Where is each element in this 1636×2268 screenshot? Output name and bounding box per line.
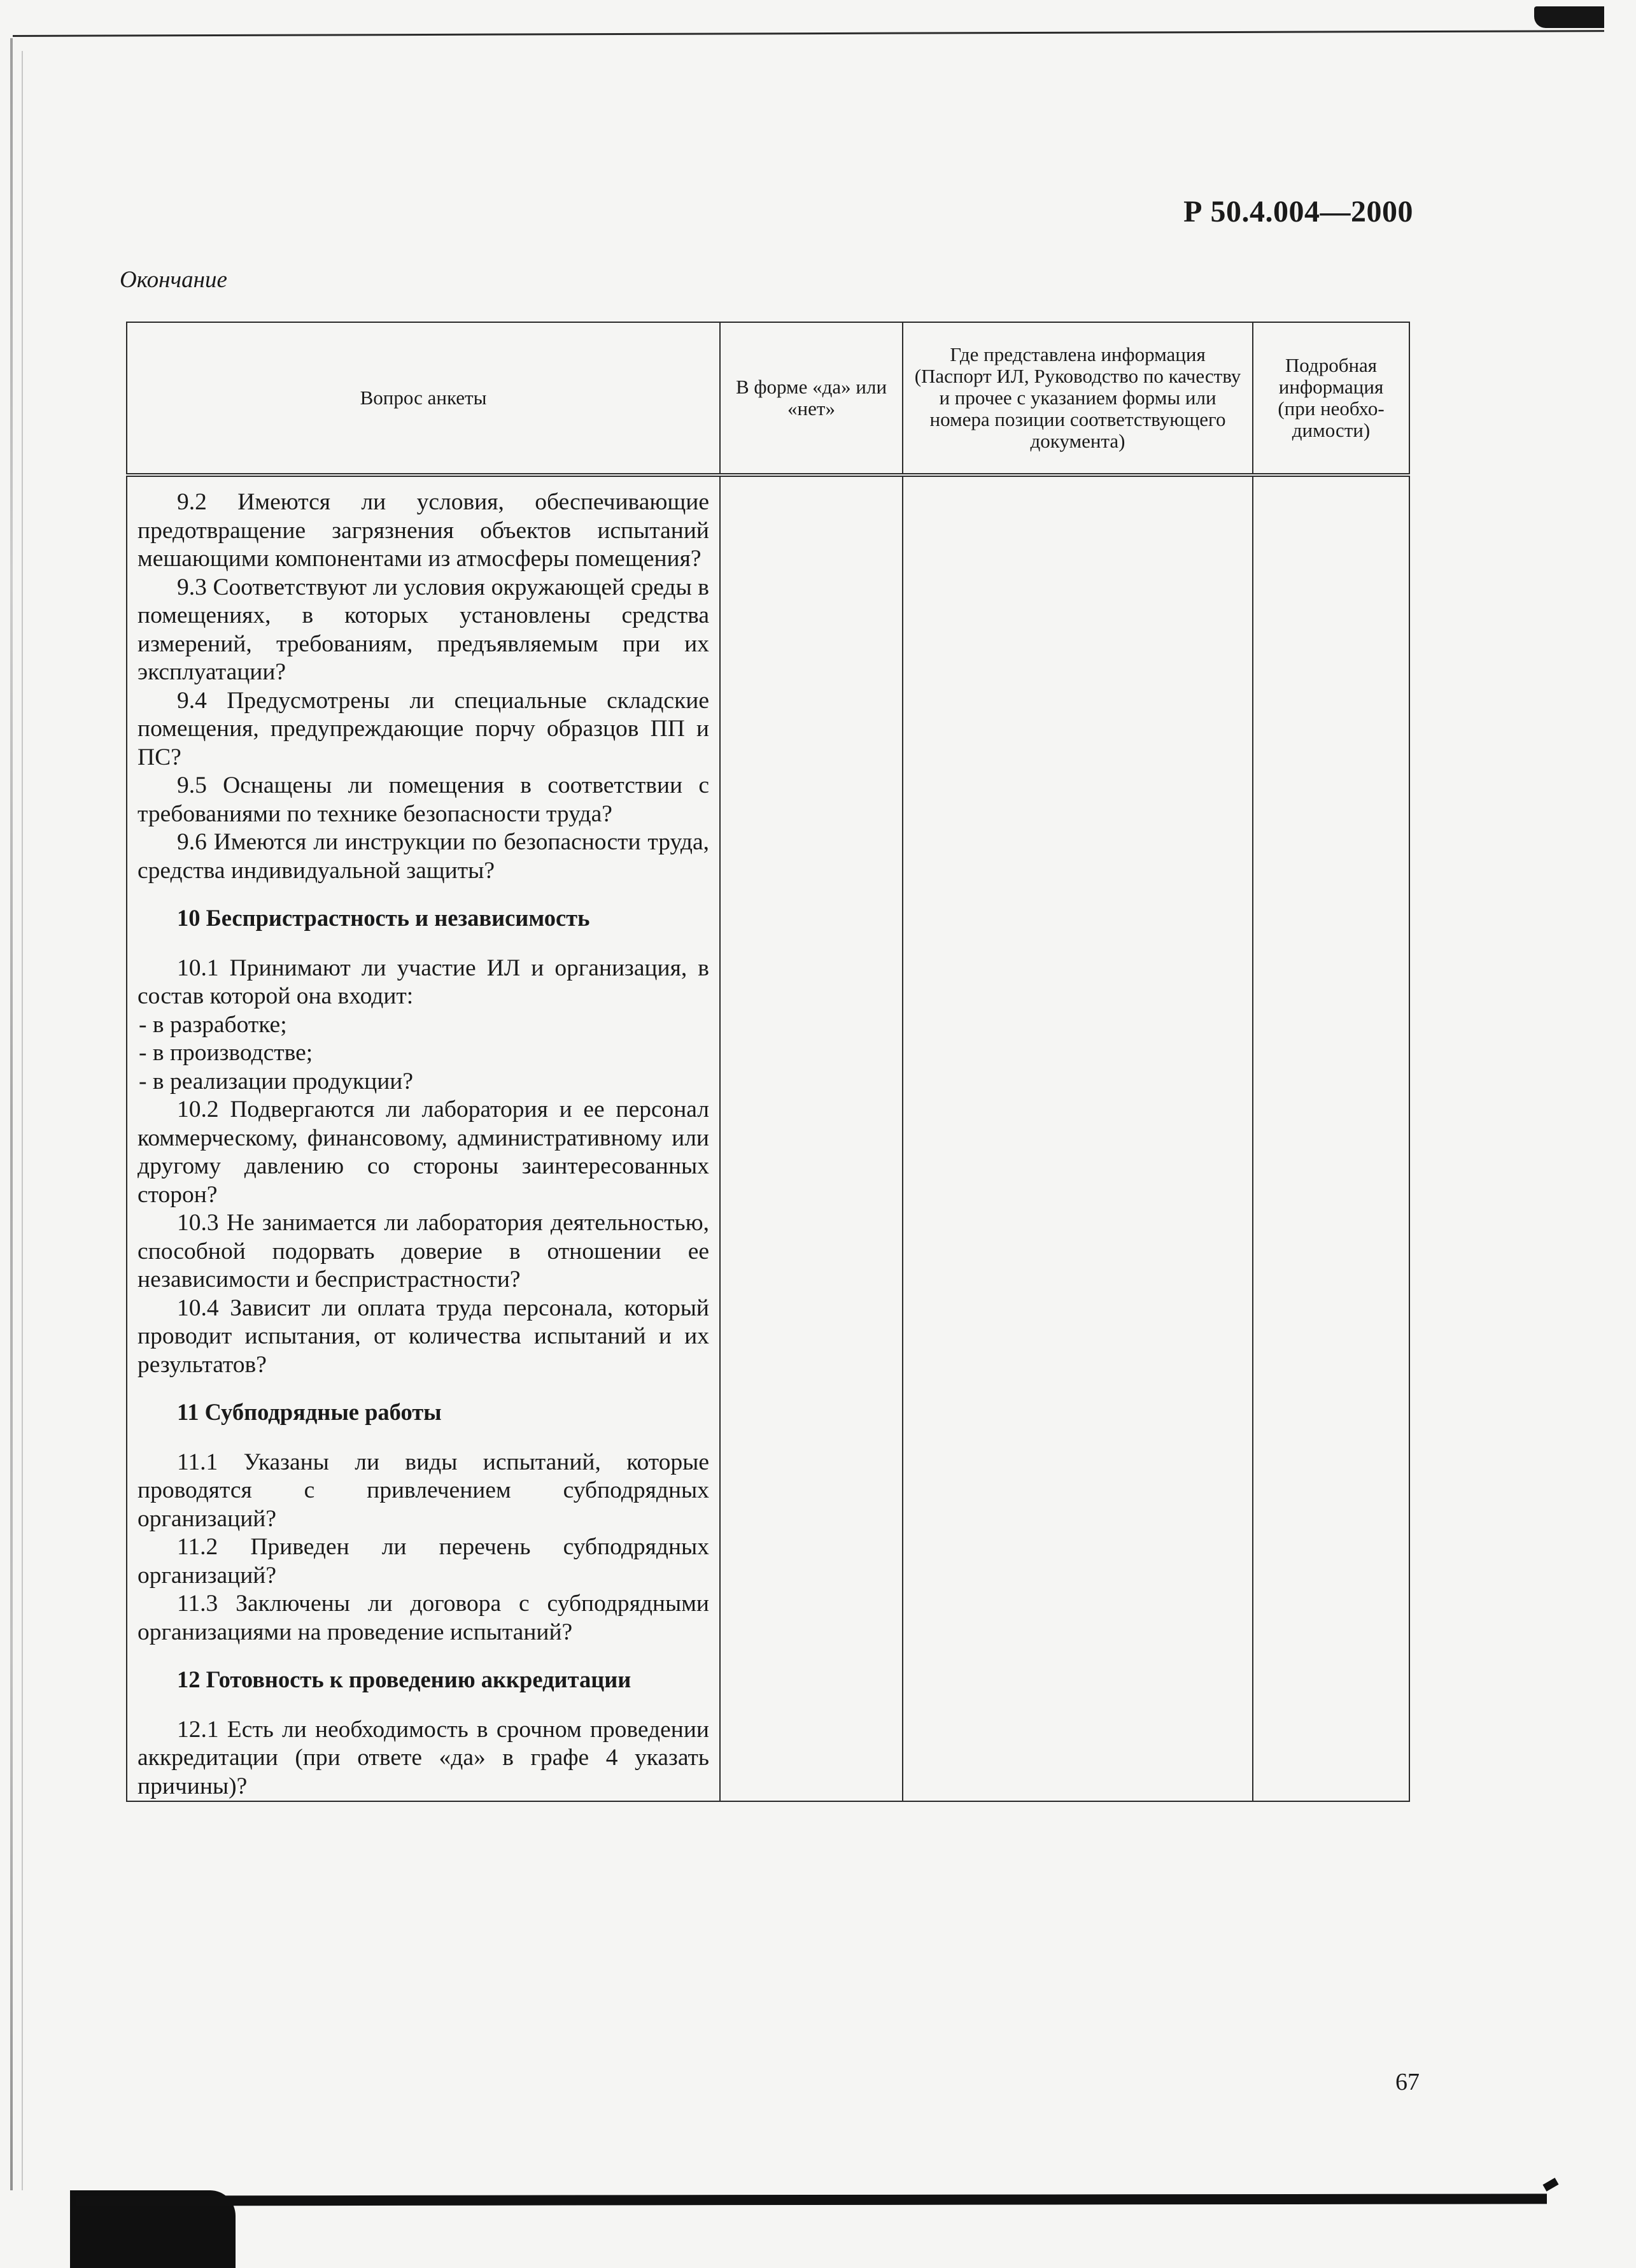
- question-9-4: 9.4 Предусмотрены ли специальные складские помещения, предупреждающие порчу образцов ПП и ПС?: [138, 687, 709, 770]
- document-code: Р 50.4.004—2000: [1183, 195, 1413, 229]
- question-cell: [127, 475, 720, 1801]
- question-10-3: 10.3 Не занимается ли лаборатория деятельностью, способной подорвать доверие в отношении ее независимости и беспристрастности?: [138, 1210, 709, 1293]
- scan-mark-top-right: [1534, 6, 1604, 28]
- section-heading-11: 11 Субподрядные работы: [177, 1399, 442, 1425]
- question-10-2: 10.2 Подвергаются ли лаборатория и ее персонал коммерческому, финансовому, административному или другому давлению со стороны заинтересованных сторон?: [138, 1096, 709, 1208]
- questionnaire-table: [126, 322, 1410, 1802]
- question-9-3: 9.3 Соответствуют ли условия окружающей среды в помещениях, в которых установлены средства измерений, требованиям, предъявляемым при их эксплуатации?: [138, 574, 709, 685]
- column-header-details: Подробная информация (при необхо-димости): [1253, 322, 1409, 475]
- column-header-source: Где представлена информация (Паспорт ИЛ, Руководство по качеству и прочее с указанием формы или номера позиции соответствующего документа): [903, 322, 1253, 475]
- question-11-2: 11.2 Приведен ли перечень субподрядных организаций?: [138, 1534, 709, 1589]
- question-10-4: 10.4 Зависит ли оплата труда персонала, который проводит испытания, от количества испытаний и их результатов?: [138, 1294, 709, 1378]
- question-12-1: 12.1 Есть ли необходимость в срочном проведении аккредитации (при ответе «да» в графе 4 указать причины)?: [138, 1716, 709, 1799]
- question-11-3: 11.3 Заключены ли договора с субподрядными организациями на проведение испытаний?: [138, 1591, 709, 1645]
- question-10-1-item-b: - в производстве;: [139, 1040, 313, 1066]
- question-9-5: 9.5 Оснащены ли помещения в соответствии с требованиями по технике безопасности труда?: [138, 772, 709, 827]
- page-number: 67: [1395, 2069, 1420, 2095]
- scan-mark-bottom-right: [1542, 2178, 1558, 2191]
- column-header-question: Вопрос анкеты: [127, 322, 720, 475]
- details-cell[interactable]: [1253, 475, 1409, 1801]
- table-row: [127, 475, 1409, 1801]
- question-11-1: 11.1 Указаны ли виды испытаний, которые проводятся с привлечением субподрядных организаций?: [138, 1449, 709, 1532]
- scan-edge-bottom: [76, 2194, 1547, 2206]
- question-10-1: 10.1 Принимают ли участие ИЛ и организация, в состав которой она входит:: [138, 954, 709, 1009]
- table-header-row: [127, 322, 1409, 475]
- section-heading-12: 12 Готовность к проведению аккредитации: [177, 1666, 631, 1692]
- column-header-yes-no: В форме «да» или «нет»: [720, 322, 903, 475]
- answer-yes-no-cell[interactable]: [720, 475, 903, 1801]
- scan-edge-left: [10, 38, 13, 2190]
- table-continuation-label: Окончание: [120, 267, 227, 293]
- info-source-cell[interactable]: [903, 475, 1253, 1801]
- question-10-1-item-a: - в разработке;: [139, 1011, 287, 1038]
- question-10-1-item-c: - в реализации продукции?: [139, 1068, 413, 1095]
- section-heading-10: 10 Беспристрастность и независимость: [177, 905, 590, 931]
- scan-edge-left-inner: [22, 51, 23, 2190]
- scan-edge-top: [13, 30, 1604, 37]
- question-9-6: 9.6 Имеются ли инструкции по безопасности труда, средства индивидуальной защиты?: [138, 829, 709, 884]
- question-9-2: 9.2 Имеются ли условия, обеспечивающие предотвращение загрязнения объектов испытаний мешающими компонентами из атмосферы помещения?: [138, 489, 709, 572]
